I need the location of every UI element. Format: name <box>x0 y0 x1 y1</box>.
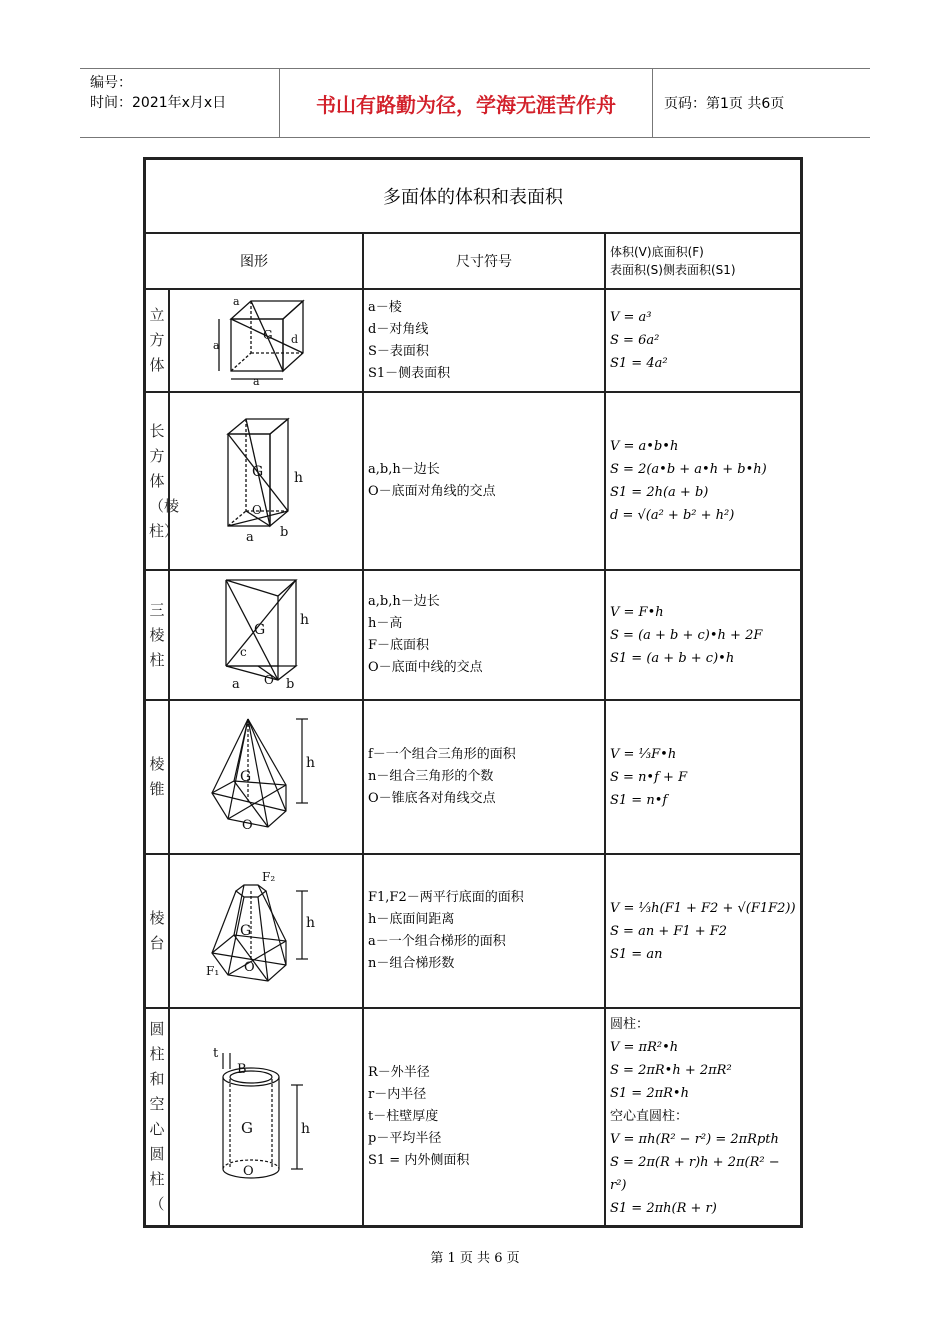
col-header-formula <box>605 233 802 289</box>
svg-text:a: a <box>213 339 220 352</box>
row-name: 立方体 <box>145 289 170 392</box>
svg-text:O: O <box>264 673 274 687</box>
row-symbols: a－棱 d－对角线 S－表面积 S1－侧表面积 <box>363 289 605 392</box>
svg-text:h: h <box>301 1120 311 1137</box>
motto: 书山有路勤为径，学海无涯苦作舟 <box>280 69 653 137</box>
row-name: 圆柱和空心圆柱（ <box>145 1008 170 1226</box>
svg-text:h: h <box>294 470 304 486</box>
row-formulas: V = ⅓h(F1 + F2 + √(F1F2)) S = an + F1 + F2 S1 = an <box>605 854 802 1008</box>
table-row <box>145 570 802 700</box>
row-name: 三棱柱 <box>145 570 170 700</box>
svg-text:F₁: F₁ <box>206 964 220 978</box>
row-formulas: 圆柱： V = πR²•h S = 2πR•h + 2πR² S1 = 2πR•h 空心直圆柱： V = πh(R² − r²) = 2πRpth S = 2π(R + r)h + 2π(R² − r²) S1 = 2πh(R + r) <box>605 1008 802 1226</box>
svg-text:b: b <box>280 525 289 540</box>
svg-text:O: O <box>252 503 262 517</box>
svg-text:h: h <box>306 755 316 771</box>
svg-text:F₂: F₂ <box>262 871 276 884</box>
header-meta <box>80 69 280 137</box>
row-formulas: V = F•h S = (a + b + c)•h + 2F S1 = (a + b + c)•h <box>605 570 802 700</box>
page-label: 页码：第1页 共6页 <box>664 96 785 112</box>
table-row <box>145 289 802 392</box>
cylinder-drawing <box>211 1045 321 1185</box>
col-header-formula-line2: 表面积(S)侧表面积(S1) <box>610 263 736 277</box>
row-name: 棱台 <box>145 854 170 1008</box>
page-header <box>80 68 870 138</box>
svg-text:c: c <box>240 645 247 659</box>
svg-text:B: B <box>237 1061 247 1077</box>
svg-text:h: h <box>306 915 316 931</box>
row-formulas: V = a•b•h S = 2(a•b + a•h + b•h) S1 = 2h(a + b) d = √(a² + b² + h²) <box>605 392 802 570</box>
cube-figure <box>169 289 363 392</box>
table-row <box>145 1008 802 1226</box>
table-row <box>145 700 802 854</box>
number-label: 编号： <box>90 75 132 91</box>
svg-text:G: G <box>263 328 273 342</box>
pyramid-figure <box>169 700 363 854</box>
row-symbols: F1,F2－两平行底面的面积 h－底面间距离 a－一个组合梯形的面积 n－组合梯形数 <box>363 854 605 1008</box>
cube-drawing <box>211 291 321 386</box>
svg-text:G: G <box>252 464 264 480</box>
svg-text:O: O <box>244 960 255 975</box>
svg-text:G: G <box>254 622 266 638</box>
col-header-formula-line1: 体积(V)底面积(F) <box>610 245 704 259</box>
row-formulas: V = a³ S = 6a² S1 = 4a² <box>605 289 802 392</box>
svg-text:a: a <box>253 375 260 386</box>
svg-text:a: a <box>233 295 240 308</box>
svg-text:G: G <box>241 1118 253 1137</box>
row-symbols: a,b,h－边长 O－底面对角线的交点 <box>363 392 605 570</box>
col-header-symbols: 尺寸符号 <box>363 233 605 289</box>
svg-text:d: d <box>291 333 299 346</box>
cylinder-figure <box>169 1008 363 1226</box>
time-label: 时间：2021年x月x日 <box>90 95 227 111</box>
svg-text:G: G <box>240 923 252 939</box>
svg-text:h: h <box>300 612 310 628</box>
row-symbols: f－一个组合三角形的面积 n－组合三角形的个数 O－锥底各对角线交点 <box>363 700 605 854</box>
polyhedra-table <box>143 157 803 1228</box>
svg-text:b: b <box>286 677 295 692</box>
svg-text:O: O <box>243 1163 254 1179</box>
pyramid-drawing <box>206 715 326 835</box>
table-row <box>145 392 802 570</box>
svg-text:O: O <box>242 818 253 833</box>
triangular-prism-figure <box>169 570 363 700</box>
cuboid-drawing <box>216 414 316 544</box>
triangular-prism-drawing <box>216 574 316 692</box>
row-name: 长方体（棱柱） <box>145 392 170 570</box>
frustum-figure <box>169 854 363 1008</box>
cuboid-figure <box>169 392 363 570</box>
frustum-drawing <box>206 871 326 987</box>
svg-text:G: G <box>240 769 252 785</box>
col-header-figure: 图形 <box>145 233 364 289</box>
row-symbols: a,b,h－边长 h－高 F－底面积 O－底面中线的交点 <box>363 570 605 700</box>
row-symbols: R－外半径 r－内半径 t－柱壁厚度 p－平均半径 S1 = 内外侧面积 <box>363 1008 605 1226</box>
page-footer: 第 1 页 共 6 页 <box>430 1251 520 1266</box>
svg-text:a: a <box>246 530 254 544</box>
svg-text:a: a <box>232 677 240 692</box>
svg-text:t: t <box>213 1045 219 1061</box>
row-formulas: V = ⅓F•h S = n•f + F S1 = n•f <box>605 700 802 854</box>
table-title: 多面体的体积和表面积 <box>145 159 802 234</box>
table-row <box>145 854 802 1008</box>
row-name: 棱锥 <box>145 700 170 854</box>
